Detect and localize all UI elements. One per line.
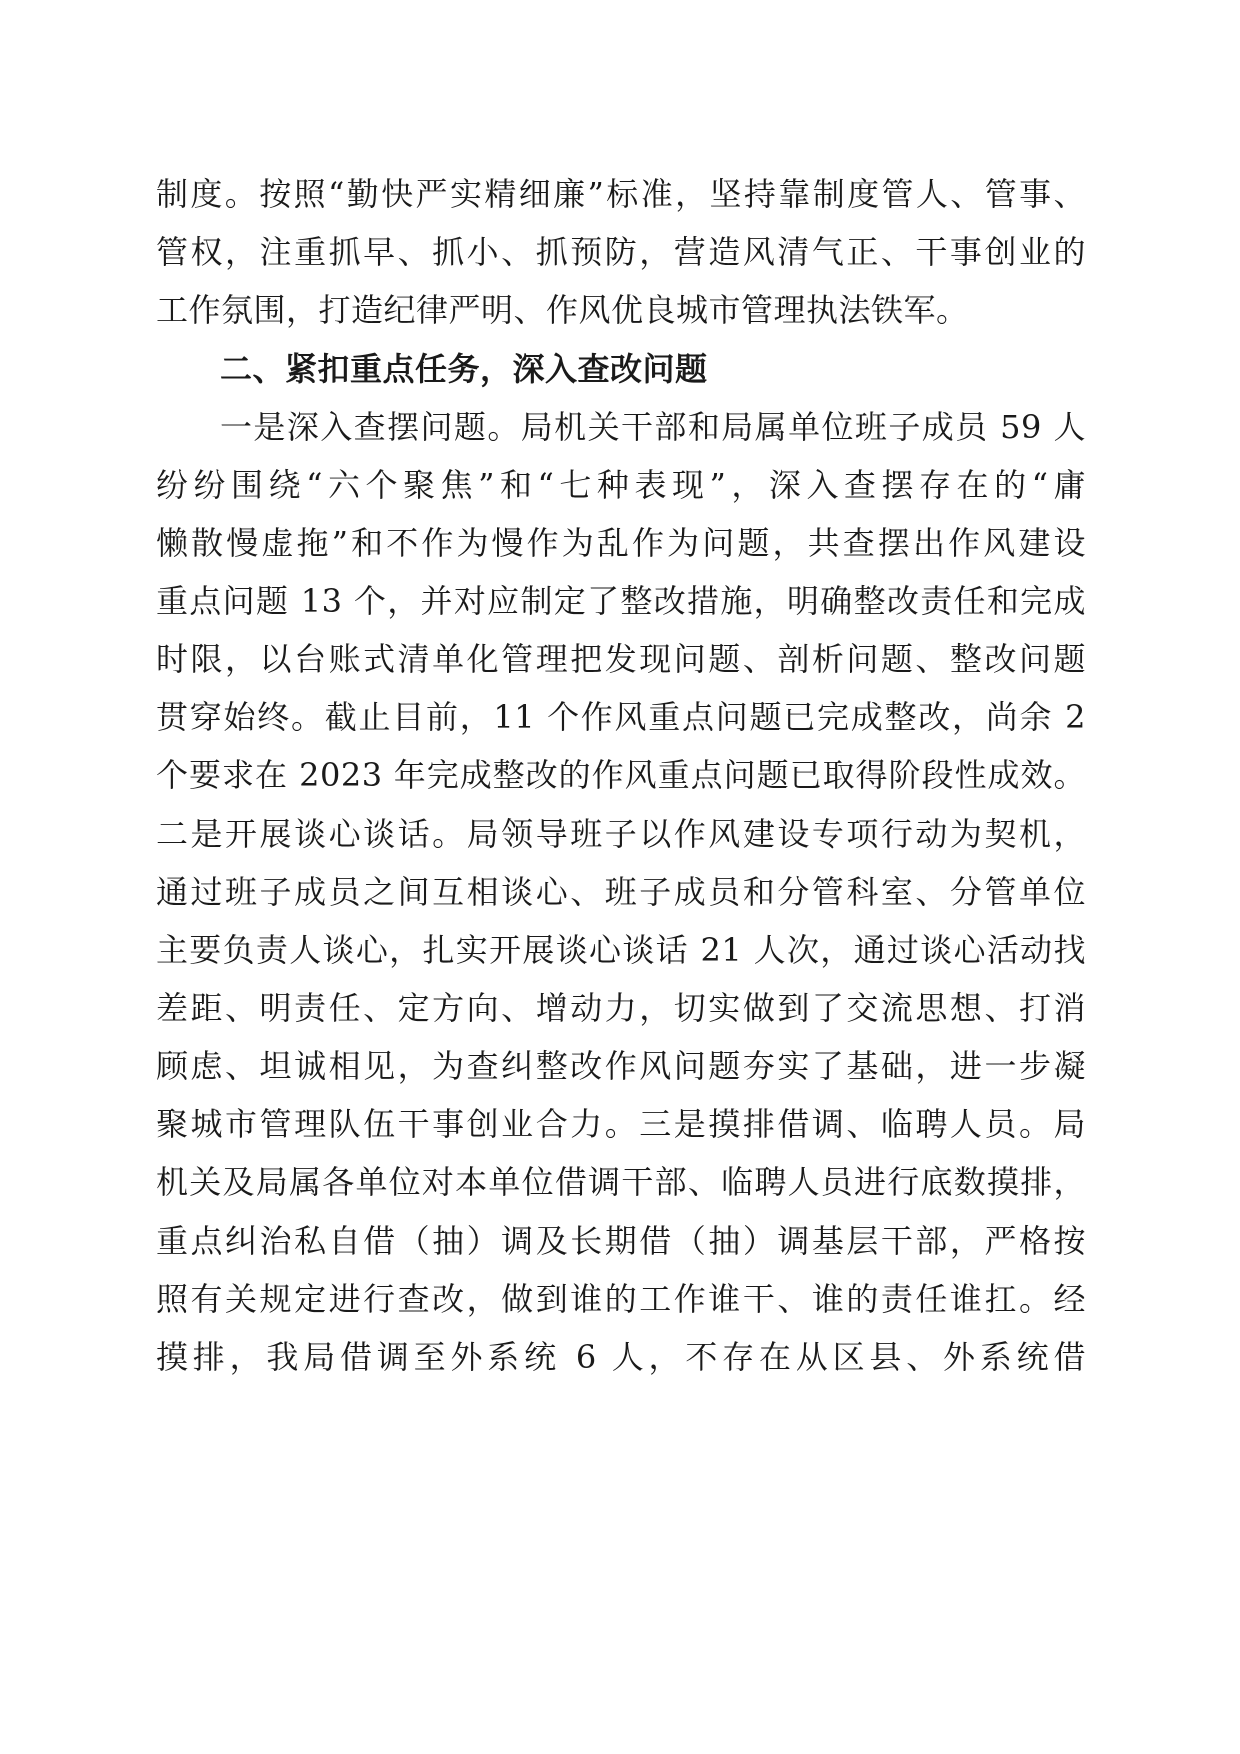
paragraph-line: 工作氛围，打造纪律严明、作风优良城市管理执法铁军。 bbox=[156, 291, 969, 329]
paragraph-line: 个要求在 2023 年完成整改的作风重点问题已取得阶段性成效。 bbox=[156, 756, 1086, 794]
paragraph-line: 二是开展谈心谈话。局领导班子以作风建设专项行动为契机， bbox=[156, 815, 1086, 853]
paragraph-line: 聚城市管理队伍干事创业合力。三是摸排借调、临聘人员。局 bbox=[156, 1105, 1086, 1143]
paragraph-line: 机关及局属各单位对本单位借调干部、临聘人员进行底数摸排， bbox=[156, 1163, 1086, 1201]
paragraph-line: 顾虑、坦诚相见，为查纠整改作风问题夯实了基础，进一步凝 bbox=[156, 1047, 1086, 1085]
section-heading: 二、紧扣重点任务，深入查改问题 bbox=[220, 350, 708, 388]
paragraph-line: 纷纷围绕“六个聚焦”和“七种表现”，深入查摆存在的“庸 bbox=[156, 466, 1086, 504]
paragraph-line: 照有关规定进行查改，做到谁的工作谁干、谁的责任谁扛。经 bbox=[156, 1280, 1086, 1318]
paragraph-line: 通过班子成员之间互相谈心、班子成员和分管科室、分管单位 bbox=[156, 873, 1086, 911]
paragraph-line: 管权，注重抓早、抓小、抓预防，营造风清气正、干事创业的 bbox=[156, 233, 1086, 271]
paragraph-line: 主要负责人谈心，扎实开展谈心谈话 21 人次，通过谈心活动找 bbox=[156, 931, 1086, 969]
paragraph-line: 制度。按照“勤快严实精细廉”标准，坚持靠制度管人、管事、 bbox=[156, 175, 1086, 213]
paragraph-line: 重点纠治私自借（抽）调及长期借（抽）调基层干部，严格按 bbox=[156, 1222, 1086, 1260]
paragraph-line: 时限，以台账式清单化管理把发现问题、剖析问题、整改问题 bbox=[156, 640, 1086, 678]
paragraph-line: 摸排，我局借调至外系统 6 人，不存在从区县、外系统借 bbox=[156, 1338, 1086, 1376]
paragraph-line: 差距、明责任、定方向、增动力，切实做到了交流思想、打消 bbox=[156, 989, 1086, 1027]
paragraph-line: 懒散慢虚拖”和不作为慢作为乱作为问题，共查摆出作风建设 bbox=[156, 524, 1086, 562]
paragraph-line: 一是深入查摆问题。局机关干部和局属单位班子成员 59 人 bbox=[220, 408, 1086, 446]
paragraph-line: 贯穿始终。截止目前，11 个作风重点问题已完成整改，尚余 2 bbox=[156, 698, 1086, 736]
paragraph-line: 重点问题 13 个，并对应制定了整改措施，明确整改责任和完成 bbox=[156, 582, 1086, 620]
